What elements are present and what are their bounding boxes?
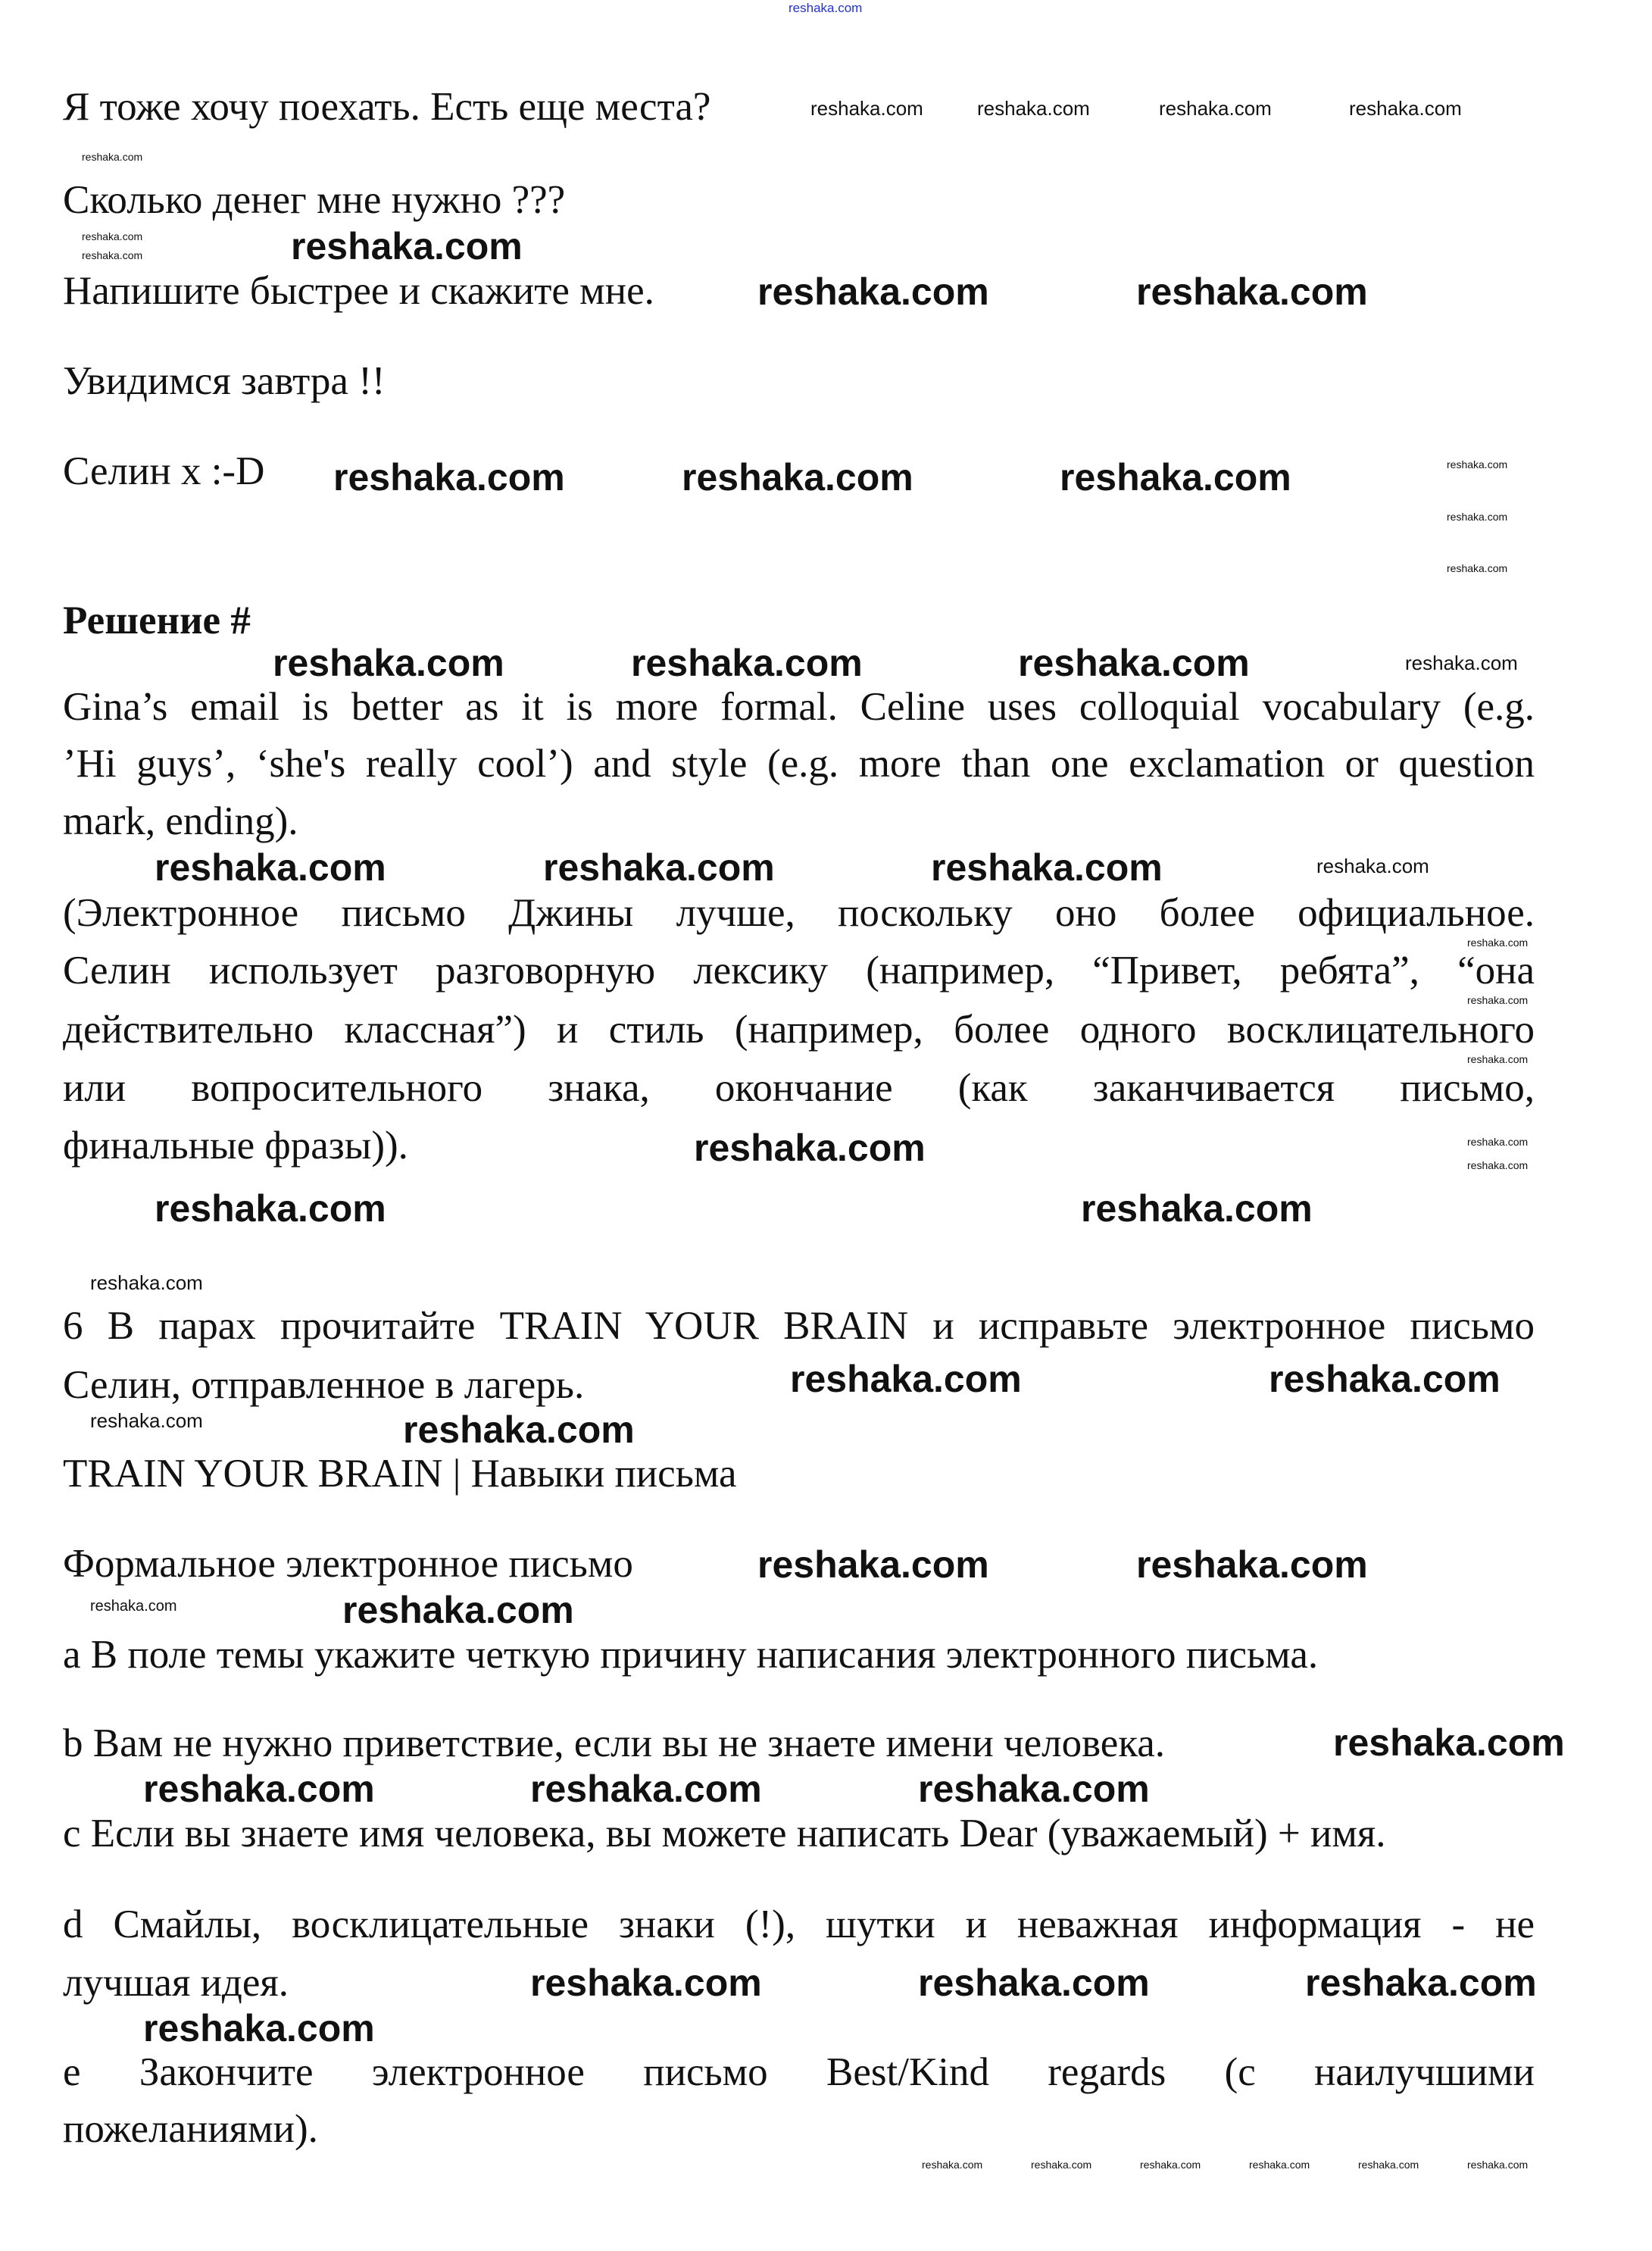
watermark: reshaka.com bbox=[1405, 652, 1518, 674]
rule-b: b Вам не нужно приветствие, если вы не знаете имени человека. bbox=[63, 1721, 1166, 1765]
watermark: reshaka.com bbox=[1467, 1136, 1529, 1148]
watermark: reshaka.com bbox=[143, 2007, 375, 2049]
train-your-brain-title: TRAIN YOUR BRAIN | Навыки письма bbox=[63, 1452, 737, 1496]
task6-line: Селин, отправленное в лагерь. bbox=[63, 1363, 585, 1407]
solution-ru-line: финальные фразы)). bbox=[63, 1124, 408, 1168]
watermark: reshaka.com bbox=[1018, 642, 1250, 684]
watermark: reshaka.com bbox=[403, 1408, 635, 1451]
rule-a: a В поле темы укажите четкую причину написания электронного письма. bbox=[63, 1633, 1319, 1677]
rule-e: пожеланиями). bbox=[63, 2107, 318, 2151]
watermark: reshaka.com bbox=[1081, 1187, 1313, 1230]
watermark: reshaka.com bbox=[1349, 97, 1462, 120]
letter-line: Я тоже хочу поехать. Есть еще места? bbox=[63, 85, 711, 129]
watermark: reshaka.com bbox=[1316, 855, 1429, 877]
watermark: reshaka.com bbox=[342, 1589, 574, 1631]
letter-line: Напишите быстрее и скажите мне. bbox=[63, 269, 654, 313]
watermark: reshaka.com bbox=[1136, 1543, 1368, 1586]
task6-line: 6 В парах прочитайте TRAIN YOUR BRAIN и исправьте электронное письмо bbox=[63, 1304, 1535, 1348]
letter-signature: Селин x :-D bbox=[63, 449, 265, 493]
rule-d: d Смайлы, восклицательные знаки (!), шутки и неважная информация - не bbox=[63, 1902, 1535, 1946]
watermark: reshaka.com bbox=[1060, 456, 1291, 499]
watermark: reshaka.com bbox=[1447, 511, 1508, 523]
watermark: reshaka.com bbox=[1467, 2159, 1529, 2171]
solution-en-line: ’Hi guys’, ‘she's really cool’) and style (e.g. more than one exclamation or question bbox=[63, 742, 1535, 786]
letter-line: Увидимся завтра !! bbox=[63, 359, 386, 403]
formal-email-subtitle: Формальное электронное письмо bbox=[63, 1542, 633, 1586]
watermark: reshaka.com bbox=[694, 1127, 926, 1169]
rule-d: лучшая идея. bbox=[63, 1961, 289, 2005]
solution-en-line: Gina’s email is better as it is more formal. Celine uses colloquial vocabulary (e.g. bbox=[63, 685, 1535, 729]
solution-heading: Решение # bbox=[63, 599, 251, 642]
watermark: reshaka.com bbox=[291, 225, 523, 267]
watermark: reshaka.com bbox=[1249, 2159, 1310, 2171]
watermark: reshaka.com bbox=[810, 97, 923, 120]
watermark: reshaka.com bbox=[931, 846, 1163, 889]
watermark: reshaka.com bbox=[530, 1962, 762, 2004]
watermark: reshaka.com bbox=[1447, 562, 1508, 574]
watermark: reshaka.com bbox=[273, 642, 504, 684]
watermark: reshaka.com bbox=[155, 846, 386, 889]
watermark: reshaka.com bbox=[1467, 994, 1529, 1006]
watermark: reshaka.com bbox=[1447, 458, 1508, 471]
letter-line: Сколько денег мне нужно ??? bbox=[63, 178, 566, 222]
watermark: reshaka.com bbox=[543, 846, 775, 889]
watermark: reshaka.com bbox=[82, 230, 143, 242]
watermark: reshaka.com bbox=[333, 456, 565, 499]
watermark: reshaka.com bbox=[1136, 270, 1368, 313]
watermark: reshaka.com bbox=[918, 1768, 1150, 1810]
watermark: reshaka.com bbox=[682, 456, 913, 499]
rule-c: c Если вы знаете имя человека, вы можете написать Dear (уважаемый) + имя. bbox=[63, 1812, 1386, 1856]
solution-ru-line: действительно классная”) и стиль (например, более одного восклицательного bbox=[63, 1008, 1535, 1052]
solution-ru-line: (Электронное письмо Джины лучше, поскольку оно более официальное. bbox=[63, 891, 1535, 935]
watermark: reshaka.com bbox=[1467, 1053, 1529, 1065]
rule-e: e Закончите электронное письмо Best/Kind regards (с наилучшими bbox=[63, 2050, 1535, 2094]
watermark: reshaka.com bbox=[1467, 936, 1529, 949]
watermark: reshaka.com bbox=[1140, 2159, 1201, 2171]
watermark: reshaka.com bbox=[155, 1187, 386, 1230]
watermark: reshaka.com bbox=[82, 249, 143, 261]
watermark: reshaka.com bbox=[1333, 1721, 1565, 1764]
watermark: reshaka.com bbox=[1031, 2159, 1092, 2171]
watermark: reshaka.com bbox=[82, 151, 143, 163]
watermark: reshaka.com bbox=[789, 1, 863, 15]
watermark: reshaka.com bbox=[1269, 1358, 1501, 1400]
watermark: reshaka.com bbox=[757, 270, 989, 313]
watermark: reshaka.com bbox=[922, 2159, 983, 2171]
watermark: reshaka.com bbox=[757, 1543, 989, 1586]
watermark: reshaka.com bbox=[1159, 97, 1272, 120]
watermark: reshaka.com bbox=[1358, 2159, 1419, 2171]
watermark: reshaka.com bbox=[1467, 1159, 1529, 1171]
watermark: reshaka.com bbox=[530, 1768, 762, 1810]
watermark: reshaka.com bbox=[631, 642, 863, 684]
solution-ru-line: или вопросительного знака, окончание (как заканчивается письмо, bbox=[63, 1066, 1535, 1110]
watermark: reshaka.com bbox=[90, 1271, 203, 1294]
watermark: reshaka.com bbox=[90, 1598, 177, 1615]
watermark: reshaka.com bbox=[918, 1962, 1150, 2004]
watermark: reshaka.com bbox=[1305, 1962, 1537, 2004]
watermark: reshaka.com bbox=[977, 97, 1090, 120]
solution-en-line: mark, ending). bbox=[63, 799, 298, 843]
watermark: reshaka.com bbox=[143, 1768, 375, 1810]
solution-ru-line: Селин использует разговорную лексику (например, “Привет, ребята”, “она bbox=[63, 949, 1535, 993]
watermark: reshaka.com bbox=[790, 1358, 1022, 1400]
watermark: reshaka.com bbox=[90, 1409, 203, 1432]
